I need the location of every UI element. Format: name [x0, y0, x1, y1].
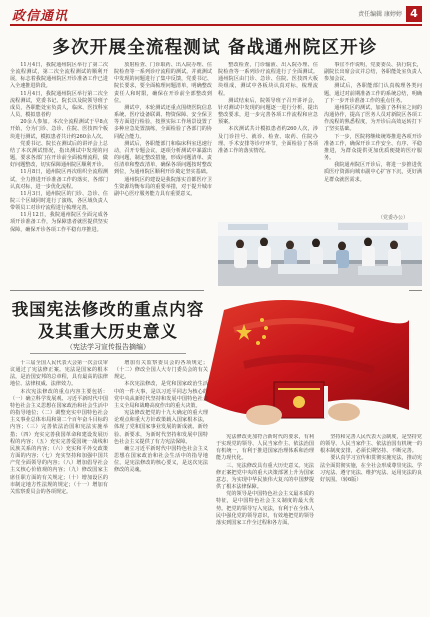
- article2-col2: [114, 360, 208, 610]
- masthead-rule: [10, 24, 422, 26]
- paragraph: 本次宪法修改，是党和国家政治生活中的一件大事，是以习近平同志为核心的党中央从新时代坚持和发展中国特色社会主义全局和战略高度作出的重大决策。: [114, 381, 208, 409]
- paragraph: 党委书记、院长在测试后的讲评会上总结了本次测试情况，指出测试中发现的问题，要求各部门在开诊前全面梳理流程，做好问题整改，切实保障通州院区顺利开诊。: [10, 140, 108, 169]
- article1-headline: 多次开展全流程测试 备战通州院区开诊: [52, 38, 378, 58]
- paragraph: 下一步，医院将继续统筹推进各项开诊准备工作，确保开诊工作安全、有序、平稳推进，为群众提供更加优质便捷的医疗服务。: [324, 133, 422, 162]
- paragraph: 通州院区的建设是我院落实首都医疗卫生资源均衡布局的重要举措，对于提升城市副中心医疗服务能力具有重要意义。: [114, 176, 212, 197]
- article2-col3: [216, 434, 314, 610]
- subtitle-rule: [30, 353, 186, 354]
- paragraph: 11月4日，我院通州院区举行第二次全流程测试，党委书记、院长以及院领导班子成员，各职能处室负责人，临床、医技科室人员，模拟患者约: [10, 90, 108, 119]
- article1-credit: （党委办公）: [378, 215, 409, 221]
- article2-col4: [320, 434, 422, 610]
- paragraph: 整改检查，门诊输液、出入院办理、住院检查等一系列诊疗流程进行了全面测试。通州院区由门诊、急诊、住院、医技四大板块组成，测试中各板块认真对标，梳理流程。: [218, 62, 318, 97]
- paragraph: 十三届全国人民代表大会第一次会议审议通过了宪法修正案。宪法是国家的根本法，是治国安邦的总章程，具有最高的法律地位、法律权威、法律效力。: [10, 360, 108, 388]
- article2-headline-line1: 我国宪法修改的重点内容: [11, 300, 205, 319]
- paragraph: 放射检查、门诊取药、出入院办理、住院检查等一系列诊疗流程的测试。并就测试中发现的问题进行了集中反馈，党委书记、院长要求，要全面梳理问题清单，明确整改责任人和时限，确保在开诊前全部整改到位。: [114, 62, 212, 104]
- paragraph: 党的领导是中国特色社会主义最本质的特征，是中国特色社会主义制度的最大优势。把党的领导写入宪法，有利于在全体人民中强化党的领导意识，有效地把党的领导落实到国家工作全过程和各方面。: [216, 491, 314, 526]
- paragraph: 我院通州院区开诊后，将进一步推进优质医疗资源向城市副中心扩容下沉，更好满足群众就医需求。: [324, 162, 422, 183]
- constitution-flag-graphic: [204, 290, 409, 430]
- paragraph: 11月3日，通州院区的门诊、急诊、住院三个区域同时进行了演练，各区域负责人带领员工对诊疗流程进行梳理完善。: [10, 190, 108, 212]
- article1-col1: [10, 62, 108, 280]
- article1-col2: [114, 62, 212, 280]
- paragraph: 测试中，本轮测试还重点围绕医院信息系统、医疗设备联调、物资保障、安全保卫等方面进行检验，按照实际工作场景设置了多种应急处置演练，全面检验了各部门的协同配合能力。: [114, 104, 212, 140]
- paragraph: 宪法修改更加符合新时代的要求，有利于实现党的领导、人民当家作主、依法治国有机统一，有利于推进国家治理体系和治理能力现代化。: [216, 434, 314, 462]
- paragraph: 要认真学习宣传和贯彻实施宪法，推动宪法全面贯彻实施，在全社会形成尊崇宪法、学习宪法、遵守宪法、维护宪法、运用宪法的良好氛围。（转6版）: [320, 455, 422, 483]
- paragraph: 11月4日，我院通州院区举行了第二次全流程测试，第二次全流程测试的顺利开展，标志着我院通州院区开诊准备工作已进入全速推进阶段。: [10, 62, 108, 90]
- paragraph: 宪法修改把党的十九大确定的重大理论观点和重大方针政策载入国家根本法，体现了党和国家事业发展的新成就、新经验、新要求，为新时代坚持和发展中国特色社会主义提供了有力宪法保障。: [114, 410, 208, 445]
- article2-headline-line2: 及其重大历史意义: [38, 322, 178, 341]
- paragraph: 11月8日，通州院区再次组织全流程测试，全力推进开诊准备工作的落实，各部门认真对标，进一步优化流程。: [10, 169, 108, 190]
- article2-subtitle: （宪法学习宣传报告摘编）: [66, 343, 150, 351]
- paragraph: 本次宪法修改的重点内容主要包括：（一）确立科学发展观、习近平新时代中国特色社会主义思想在国家政治和社会生活中的指导地位；（二）调整充实中国特色社会主义事业总体布局和第二个百年奋斗目标的内容；（三）完善依法治国和宪法实施举措；（四）充实完善我国革命和建设发展历程的内容；（五）充实完善爱国统一战线和民族关系的内容；（六）充实和平外交政策方面的内容；（七）充实坚持和加强中国共产党全面领导的内容；（八）增加倡导社会主义核心价值观的内容；（九）修改国家主席任职方面的有关规定；（十）增加设区的市制定地方性法规的规定；（十一）增加有关监察委员会的各项规定。: [10, 388, 108, 495]
- article1-col4: [324, 62, 422, 212]
- paragraph: 确立习近平新时代中国特色社会主义思想在国家政治和社会生活中的指导地位，是宪法修改的核心要义，是这次宪法修改的灵魂。: [114, 445, 208, 474]
- paragraph: 三、宪法修改具有重大历史意义。宪法修正案把党中央的重大决策部署上升为国家意志，为实现中华民族伟大复兴的中国梦提供了根本法律保障。: [216, 462, 314, 491]
- page-number: 4: [406, 6, 422, 22]
- paragraph: 11月12日，我院通州院区全面完成各项开诊准备工作，为保障患者就医提供坚实保障，确保开诊各项工作平稳有序推进。: [10, 212, 108, 233]
- article2-col1: [10, 360, 108, 610]
- paragraph: 增加有关监察委员会的各项规定；（十二）修改全国人大专门委员会的有关规定。: [114, 360, 208, 381]
- paragraph: 测试后，各职能部门和临床科室迅速行动，召开专题会议，逐项分析测试中暴露出的问题，制定整改措施，形成问题清单、责任清单和整改清单，确保各项问题按时整改到位，为通州院区顺利开诊奠定坚实基础。: [114, 140, 212, 176]
- constitution-flag-image: [204, 290, 409, 430]
- paragraph: 坚持和完善人民代表大会制度，是坚持党的领导、人民当家作主、依法治国有机统一的根本制度安排，必须长期坚持、不断完善。: [320, 434, 422, 455]
- paragraph: 20余人参加。本次全流程测试于早8点开始，分为门诊、急诊、住院、医技四个板块进行测试，模拟患者共计约260余人次。: [10, 119, 108, 140]
- paragraph: 通州院区的测试，加强了各科室之间的沟通协作，提高了医务人员对新院区各项工作流程的熟悉程度，为开诊后高效运转打下了坚实基础。: [324, 104, 422, 133]
- hospital-test-photo-image: [218, 222, 422, 286]
- editor-credit: 责任编辑 康婷婷: [358, 11, 402, 18]
- paragraph: 事宜不作说明，党委委员、执行院长，副院长出席会议并总结，各职能处室负责人参加会议。: [324, 62, 422, 83]
- masthead-logo: 政信通讯: [12, 9, 69, 24]
- paragraph: 测试结束后，院领导班子召开讲评会，针对测试中发现的问题逐一进行分析，提出整改要求，进一步完善各项工作流程和应急预案。: [218, 97, 318, 126]
- hospital-test-photo: [218, 222, 422, 286]
- paragraph: 测试后，各职能部门认真梳理各类问题，通过对前期准备工作的系统总结，明确了下一步开诊准备工作的重点任务。: [324, 83, 422, 104]
- paragraph: 本次测试共计模拟患者约260人次，涉及门诊挂号、就诊、检查、取药、住院办理、手术安排等诊疗环节，全面检验了各项准备工作的落实情况。: [218, 126, 318, 154]
